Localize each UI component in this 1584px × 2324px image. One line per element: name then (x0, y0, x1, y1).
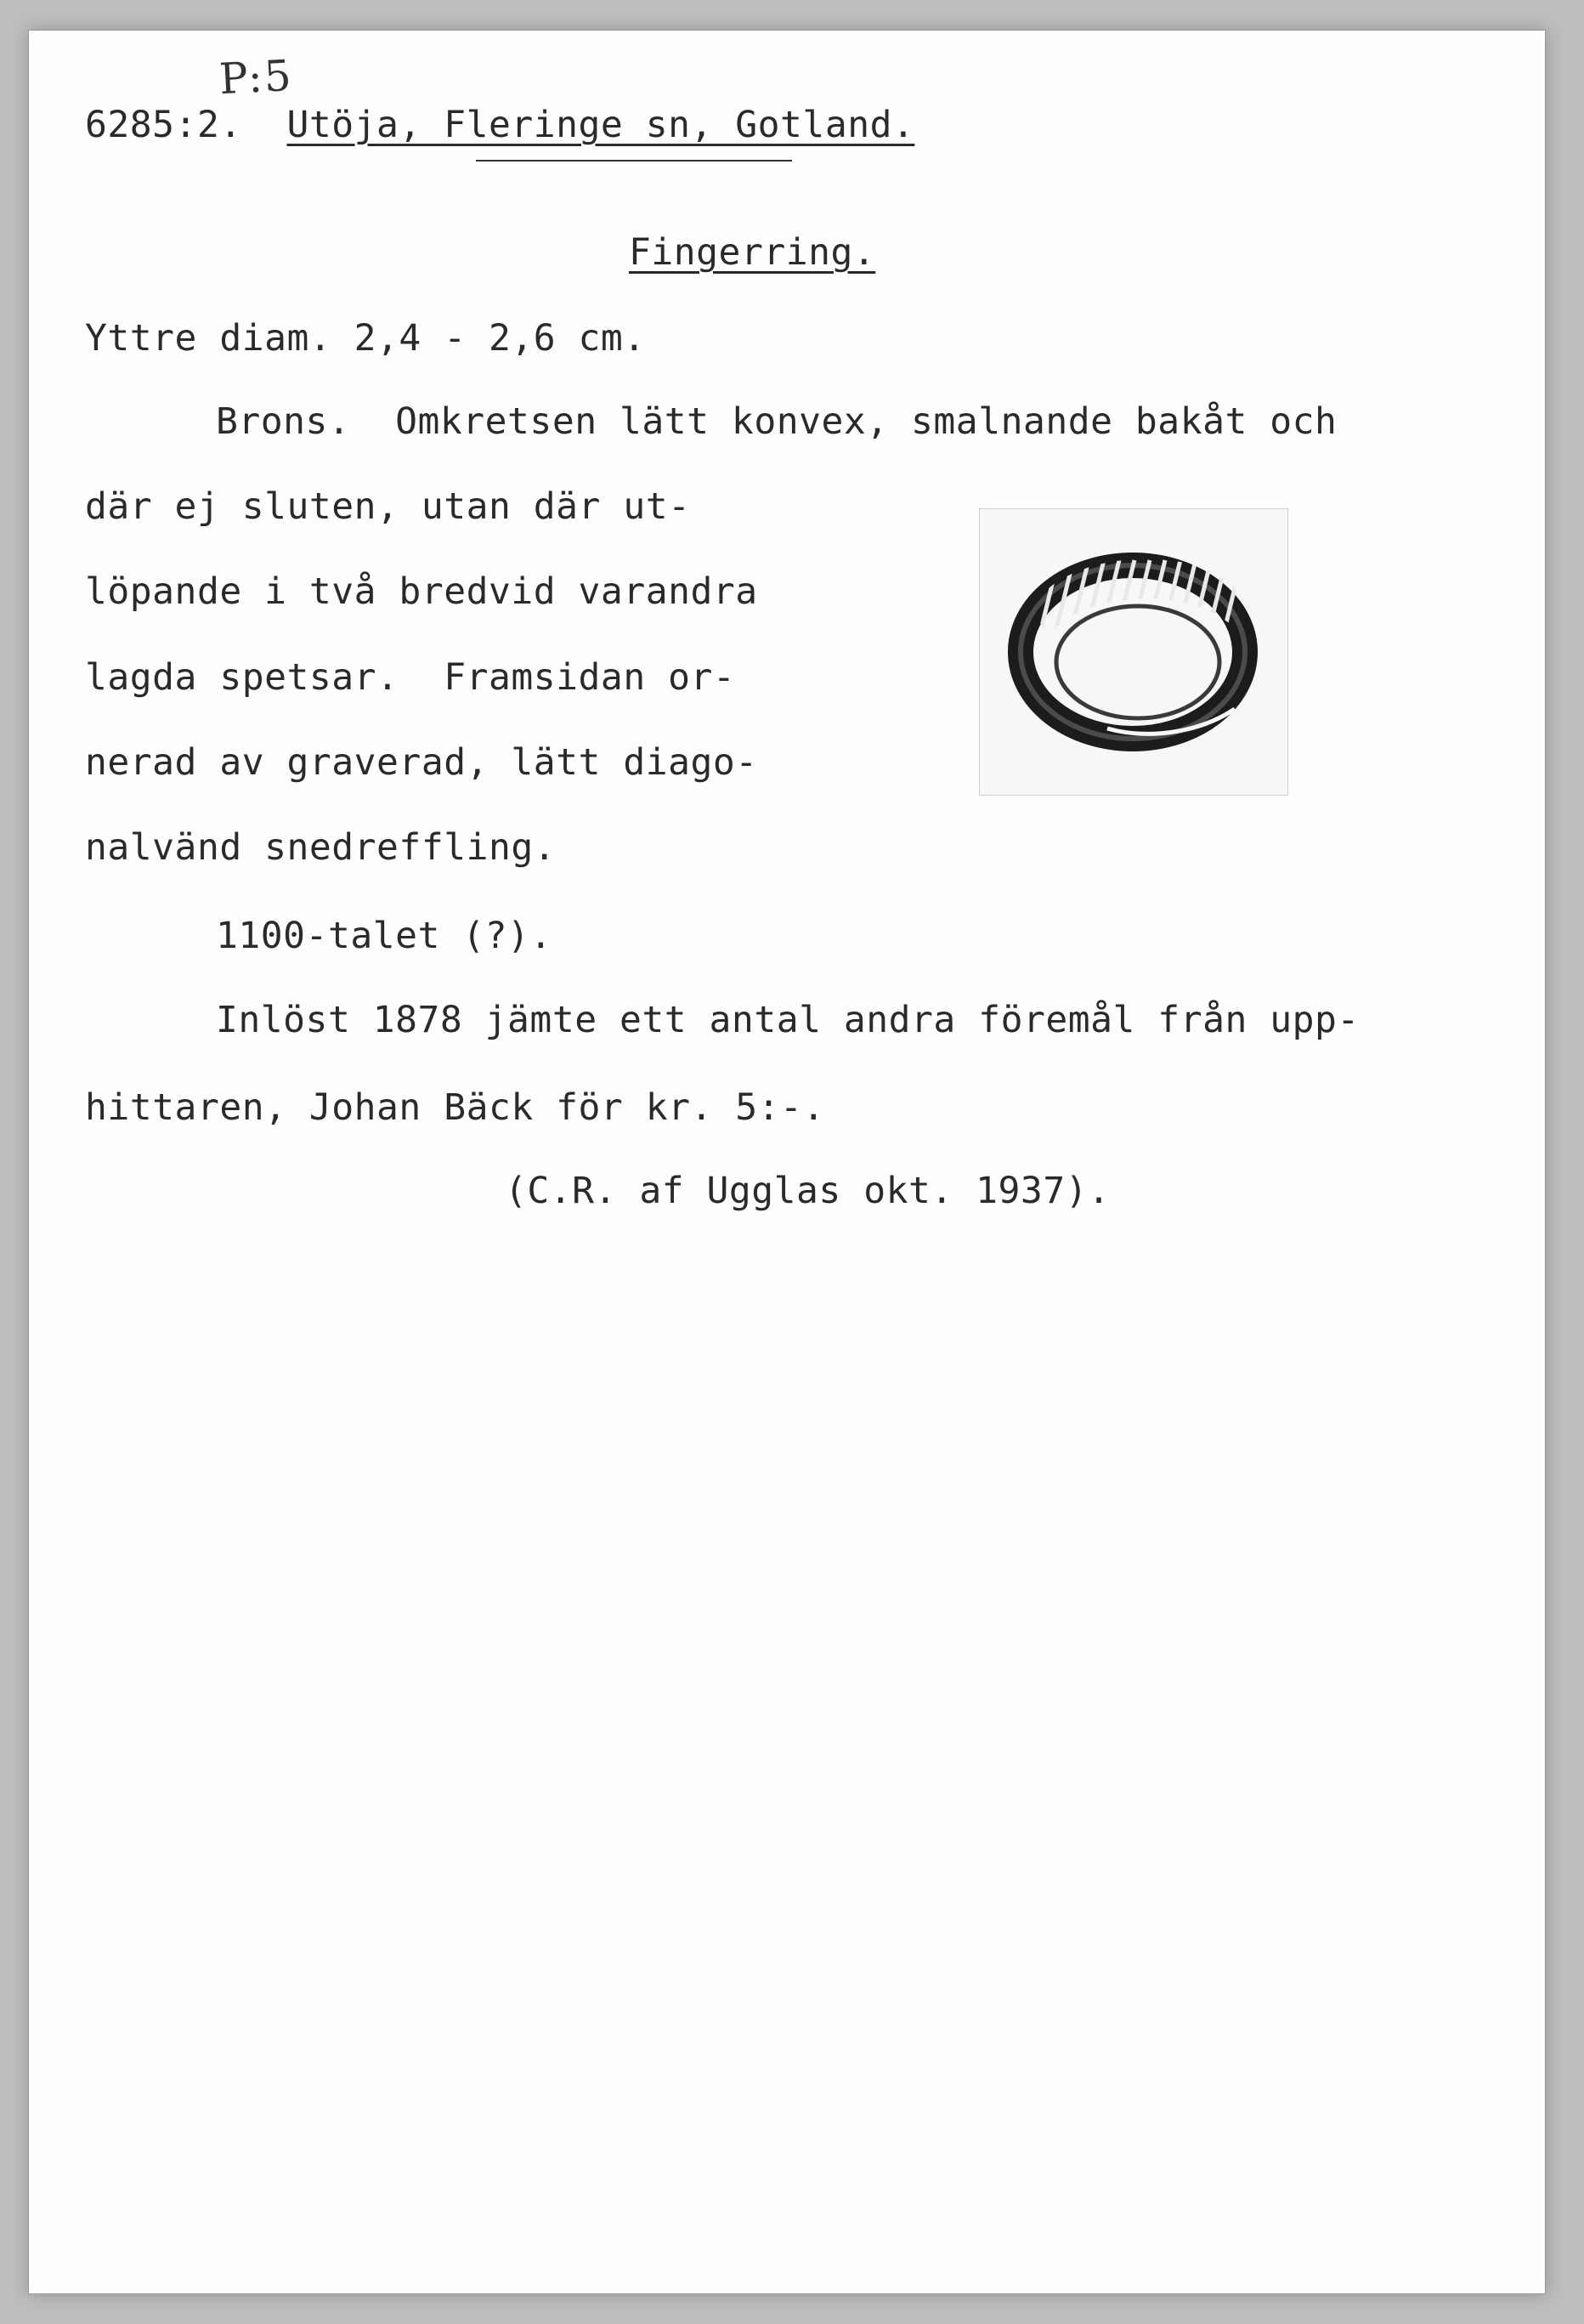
handwritten-underline (476, 160, 792, 162)
ring-photograph (979, 508, 1288, 796)
inventory-number: 6285:2. (85, 104, 242, 146)
header-line (85, 104, 914, 146)
acquisition-line: Inlöst 1878 jämte ett antal andra föremål från upp- (216, 999, 1360, 1041)
acquisition-line: hittaren, Johan Bäck för kr. 5:-. (85, 1086, 825, 1129)
author-signature: (C.R. af Ugglas okt. 1937). (505, 1170, 1111, 1212)
bronze-finger-ring-icon (980, 509, 1287, 795)
object-title: Fingerring. (629, 231, 876, 274)
description-line: lagda spetsar. Framsidan or- (85, 656, 736, 699)
description-line: nalvänd snedreffling. (85, 826, 557, 869)
catalog-card (29, 31, 1545, 2293)
handwritten-note: P:5 (218, 50, 294, 105)
dimensions: Yttre diam. 2,4 - 2,6 cm. (85, 317, 646, 360)
description-line: löpande i två bredvid varandra (85, 570, 758, 613)
place-name: Utöja, Fleringe sn, Gotland. (286, 104, 915, 146)
description-line: där ej sluten, utan där ut- (85, 485, 691, 528)
description-line: Brons. Omkretsen lätt konvex, smalnande bakåt och (216, 400, 1338, 443)
dating: 1100-talet (?). (216, 915, 552, 957)
description-line: nerad av graverad, lätt diago- (85, 741, 758, 784)
